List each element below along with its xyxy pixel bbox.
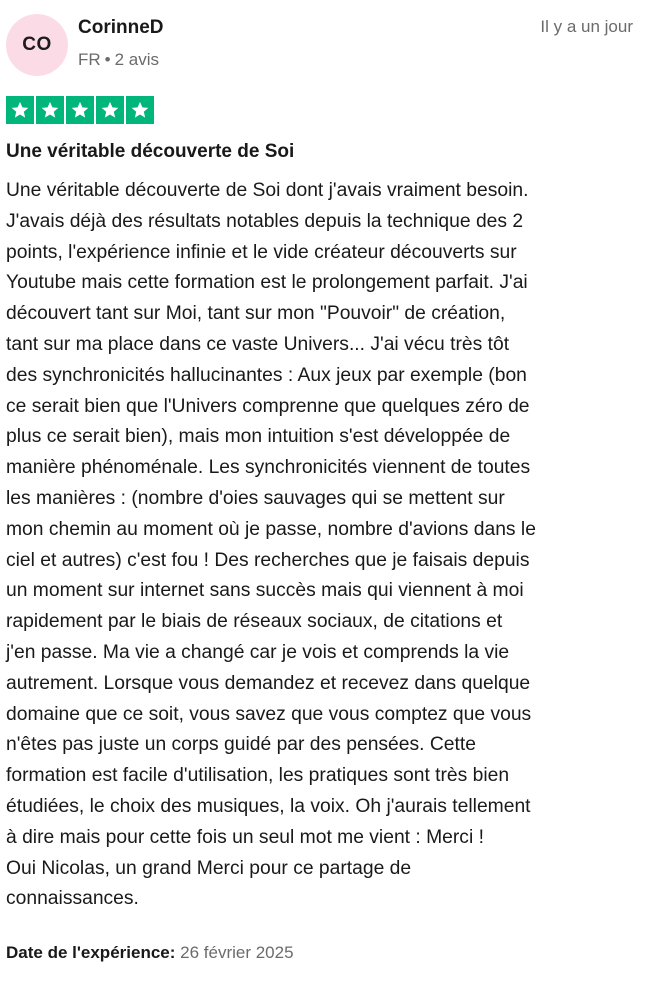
reviewer-meta: [78, 50, 159, 70]
avatar-initials: CO: [22, 34, 52, 55]
reviewer-name[interactable]: CorinneD: [78, 17, 164, 38]
meta-separator: •: [104, 50, 111, 69]
star-rating: [6, 96, 154, 124]
review-body: Une véritable découverte de Soi dont j'avais vraiment besoin. J'avais déjà des résultats notables depuis la technique des 2 points, l'expérience infinie et le vide créateur découverts sur Youtube mais cette formation est le prolongement parfait. J'ai découvert tant sur Moi, tant sur mon "Pouvoir" de création, tant sur ma place dans ce vaste Univers... J'ai vécu très tôt des synchronicités hallucinantes : Aux jeux par exemple (bon ce serait bien que l'Univers comprenne que quelques zéro de plus ce serait bien), mais mon intuition s'est développée de manière phénoménale. Les synchronicités viennent de toutes les manières : (nombre d'oies sauvages qui se mettent sur mon chemin au moment où je passe, nombre d'avions dans le ciel et autres) c'est fou ! Des recherches que je faisais depuis un moment sur internet sans succès mais qui viennent à moi rapidement par le biais de réseaux sociaux, de citations et j'en passe. Ma vie a changé car je vois et comprends la vie autrement. Lorsque vous demandez et recevez dans quelque domaine que ce soit, vous savez que vous comptez que vous n'êtes pas juste un corps guidé par des pensées. Cette formation est facile d'utilisation, les pratiques sont très bien étudiées, le choix des musiques, la voix. Oh j'aurais tellement à dire mais pour cette fois un seul mot me vient : Merci ! Oui Nicolas, un grand Merci pour ce partage de connaissances.: [6, 180, 536, 910]
reviewer-review-count: 2 avis: [114, 50, 160, 69]
experience-label: Date de l'expérience:: [6, 943, 176, 962]
avatar[interactable]: [6, 14, 68, 76]
star-icon: [96, 96, 124, 124]
star-icon: [36, 96, 64, 124]
experience-date: [6, 943, 294, 963]
review-date: Il y a un jour: [540, 17, 633, 36]
review-title[interactable]: Une véritable découverte de Soi: [6, 141, 295, 162]
star-icon: [126, 96, 154, 124]
star-icon: [66, 96, 94, 124]
experience-value: 26 février 2025: [180, 943, 294, 962]
star-icon: [6, 96, 34, 124]
reviewer-country: FR: [78, 50, 101, 69]
